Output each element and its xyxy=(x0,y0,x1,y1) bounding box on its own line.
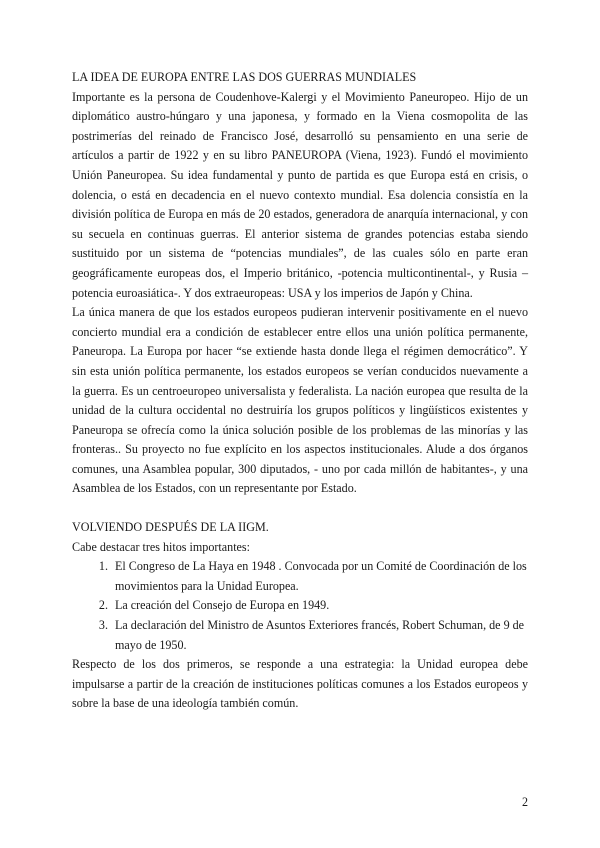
list-intro: Cabe destacar tres hitos importantes: xyxy=(72,539,250,554)
paragraph-paneuropa: La única manera de que los estados europeos pudieran intervenir positivamente en el nuevo concierto mundial era a condición de establecer entre ellos una unión política permanente, Paneuropa. La Europa por hacer “se extiende hasta donde llega el régimen democrático”. Y sin esta unión política permanente, los estados europeos se verían conducidos nuevamente a la guerra. Es un centroeuropeo universalista y federalista. La nación europea que resulta de la unidad de la cultura occidental no destruiría los grupos políticos y lingüísticos existentes y Paneuropa se ofrecía como la única solución posible de los problemas de las minorías y las fronteras.. Su proyecto no fue explícito en los aspectos institucionales. Alude a dos órganos comunes, una Asamblea popular, 300 diputados, - uno por cada millón de habitantes-, y una Asamblea de los Estados, con un representante por Estado. xyxy=(72,305,528,496)
milestones-list xyxy=(72,557,528,655)
list-item: 3. La declaración del Ministro de Asuntos Exteriores francés, Robert Schuman, de 9 de mayo de 1950. xyxy=(111,616,528,655)
list-item: 2. La creación del Consejo de Europa en 1949. xyxy=(111,596,528,616)
paragraph-estrategia: Respecto de los dos primeros, se responde a una estrategia: la Unidad europea debe impulsarse a partir de la creación de instituciones políticas comunes a los Estados europeos y sobre la base de una ideología también común. xyxy=(72,657,528,711)
section-heading-postguerra: VOLVIENDO DESPUÉS DE LA IIGM. xyxy=(72,520,269,535)
section-spacer xyxy=(72,499,528,518)
list-item: 1. El Congreso de La Haya en 1948 . Convocada por un Comité de Coordinación de los movimientos para la Unidad Europea. xyxy=(111,557,528,596)
paragraph-coudenhove: Importante es la persona de Coudenhove-Kalergi y el Movimiento Paneuropeo. Hijo de un diplomático austro-húngaro y una japonesa, y formado en la Viena cosmopolita de las postrimerías del reinado de Francisco José, desarrolló su pensamiento en una serie de artículos a partir de 1922 y en su libro PANEUROPA (Viena, 1923). Fundó el movimiento Unión Paneuropea. Su idea fundamental y punto de partida es que Europa está en crisis, o dolencia, o está en decadencia en el nuevo contexto mundial. Esa dolencia consistía en la división política de Europa en más de 20 estados, generadora de anarquía internacional, y con su secuela en continuas guerras. El anterior sistema de grandes potencias estaba siendo sustituido por un sistema de “potencias mundiales”, de las cuales sólo en parte eran geográficamente europeas dos, el Imperio británico, -potencia multicontinental-, y Rusia –potencia euroasiática-. Y dos extraeuropeas: USA y los imperios de Japón y China. xyxy=(72,89,528,300)
section-heading-entreguerras: LA IDEA DE EUROPA ENTRE LAS DOS GUERRAS MUNDIALES xyxy=(72,70,417,84)
page-number: 2 xyxy=(521,795,528,809)
page-content xyxy=(72,68,528,714)
